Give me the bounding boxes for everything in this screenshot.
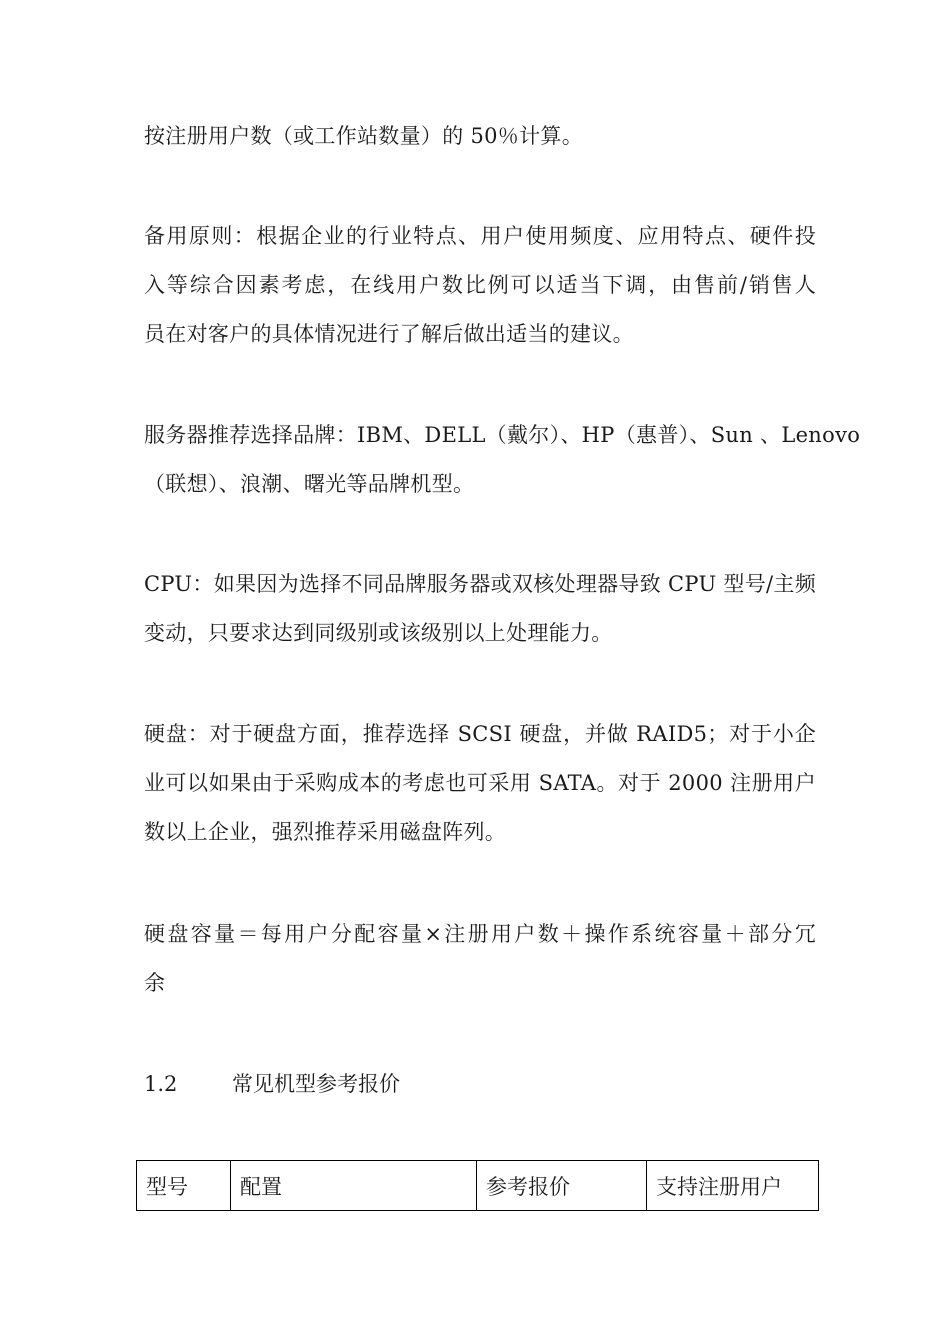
paragraph-server-brands	[144, 411, 861, 509]
paragraph-line: 入等综合因素考虑，在线用户数比例可以适当下调，由售前/销售人	[144, 273, 816, 297]
paragraph-online-ratio	[144, 112, 816, 161]
column-header-price: 参考报价	[477, 1161, 647, 1211]
table-header-row	[137, 1161, 819, 1211]
paragraph-line: （联想）、浪潮、曙光等品牌机型。	[144, 472, 475, 496]
paragraph-line: 余	[144, 971, 166, 995]
paragraph-line: CPU：如果因为选择不同品牌服务器或双核处理器导致 CPU 型号/主频	[144, 572, 816, 596]
paragraph-disk-capacity	[144, 910, 816, 1008]
paragraph-line: 数以上企业，强烈推荐采用磁盘阵列。	[144, 820, 507, 844]
paragraph-hard-disk	[144, 710, 816, 857]
paragraph-backup-principle	[144, 212, 816, 359]
column-header-config: 配置	[231, 1161, 477, 1211]
paragraph-line: 服务器推荐选择品牌：IBM、DELL（戴尔）、HP（惠普）、Sun 、Lenovo	[144, 423, 861, 447]
paragraph-line: 业可以如果由于采购成本的考虑也可采用 SATA。对于 2000 注册用户	[144, 771, 816, 795]
price-table	[136, 1160, 819, 1211]
column-header-model: 型号	[137, 1161, 231, 1211]
section-heading	[144, 1060, 400, 1109]
paragraph-line: 变动，只要求达到同级别或该级别以上处理能力。	[144, 621, 613, 645]
paragraph-line: 硬盘：对于硬盘方面，推荐选择 SCSI 硬盘，并做 RAID5；对于小企	[144, 722, 816, 746]
paragraph-line: 备用原则：根据企业的行业特点、用户使用频度、应用特点、硬件投	[144, 224, 816, 248]
paragraph-line: 员在对客户的具体情况进行了解后做出适当的建议。	[144, 322, 634, 346]
paragraph-cpu	[144, 560, 816, 658]
paragraph-line: 按注册用户数（或工作站数量）的 50％计算。	[144, 124, 583, 148]
column-header-users: 支持注册用户	[647, 1161, 819, 1211]
section-title: 常见机型参考报价	[232, 1072, 400, 1096]
paragraph-line: 硬盘容量＝每用户分配容量×注册用户数＋操作系统容量＋部分冗	[144, 922, 816, 946]
section-number: 1.2	[144, 1072, 178, 1096]
